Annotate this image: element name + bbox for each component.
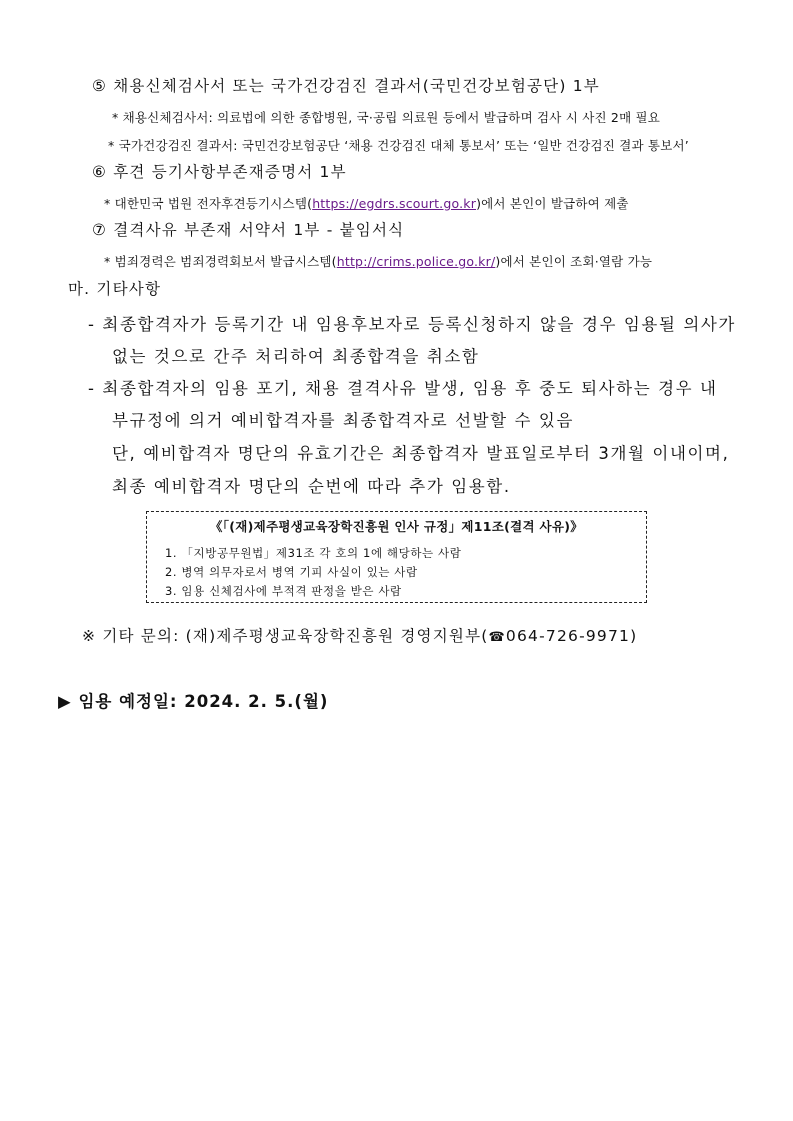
note-guardianship-pre: * 대한민국 법원 전자후견등기시스템( [104, 196, 313, 211]
para2-line1: - 최종합격자의 임용 포기, 채용 결격사유 발생, 임용 후 중도 퇴사하는 경우 내 [88, 379, 718, 398]
para1-line2: 없는 것으로 간주 처리하여 최종합격을 취소함 [112, 347, 480, 366]
note-guardianship [104, 194, 629, 212]
note-national-checkup: * 국가건강검진 결과서: 국민건강보험공단 ‘채용 건강검진 대체 통보서’ 또는 ‘일반 건강검진 결과 통보서’ [108, 138, 689, 153]
para2-line4: 최종 예비합격자 명단의 순번에 따라 추가 임용함. [112, 477, 511, 496]
appointment-date-text: 임용 예정일: 2024. 2. 5.(월) [78, 692, 329, 711]
crims-link[interactable]: http://crims.police.go.kr/ [336, 254, 496, 269]
contact-phone: 064-726-9971 [505, 627, 631, 645]
contact-line [82, 624, 637, 646]
note-criminal-post: )에서 본인이 조회·열람 가능 [495, 254, 653, 269]
item-7: ⑦ 결격사유 부존재 서약서 1부 - 붙임서식 [92, 221, 405, 239]
box-title: 《「(재)제주평생교육장학진흥원 인사 규정」제11조(결격 사유)》 [209, 519, 584, 534]
para1-line1: - 최종합격자가 등록기간 내 임용후보자로 등록신청하지 않을 경우 임용될 의사가 [88, 315, 736, 334]
disqualification-box [146, 511, 647, 603]
item-6: ⑥ 후견 등기사항부존재증명서 1부 [92, 163, 347, 181]
note-criminal-record [104, 252, 652, 270]
appointment-date [58, 688, 328, 712]
note-guardianship-post: )에서 본인이 발급하여 제출 [476, 196, 629, 211]
triangle-icon: ▶ [58, 692, 72, 711]
box-row-2: 2. 병역 의무자로서 병역 기피 사실이 있는 사람 [165, 565, 418, 579]
phone-icon: ☎ [488, 630, 506, 645]
box-row-1: 1. 「지방공무원법」제31조 각 호의 1에 해당하는 사람 [165, 546, 462, 560]
egdrs-link[interactable]: https://egdrs.scourt.go.kr [312, 196, 477, 211]
item-5: ⑤ 채용신체검사서 또는 국가건강검진 결과서(국민건강보험공단) 1부 [92, 77, 600, 95]
note-criminal-pre: * 범죄경력은 범죄경력회보서 발급시스템( [104, 254, 337, 269]
box-row-3: 3. 임용 신체검사에 부적격 판정을 받은 사람 [165, 584, 402, 598]
contact-label: ※ 기타 문의: (재)제주평생교육장학진흥원 경영지원부( [82, 627, 489, 645]
para2-line3: 단, 예비합격자 명단의 유효기간은 최종합격자 발표일로부터 3개월 이내이며, [112, 444, 730, 463]
section-heading: 마. 기타사항 [68, 280, 162, 298]
contact-close: ) [630, 627, 638, 645]
para2-line2: 부규정에 의거 예비합격자를 최종합격자로 선발할 수 있음 [112, 411, 575, 430]
note-health-check: * 채용신체검사서: 의료법에 의한 종합병원, 국·공립 의료원 등에서 발급하며 검사 시 사진 2매 필요 [112, 110, 661, 125]
